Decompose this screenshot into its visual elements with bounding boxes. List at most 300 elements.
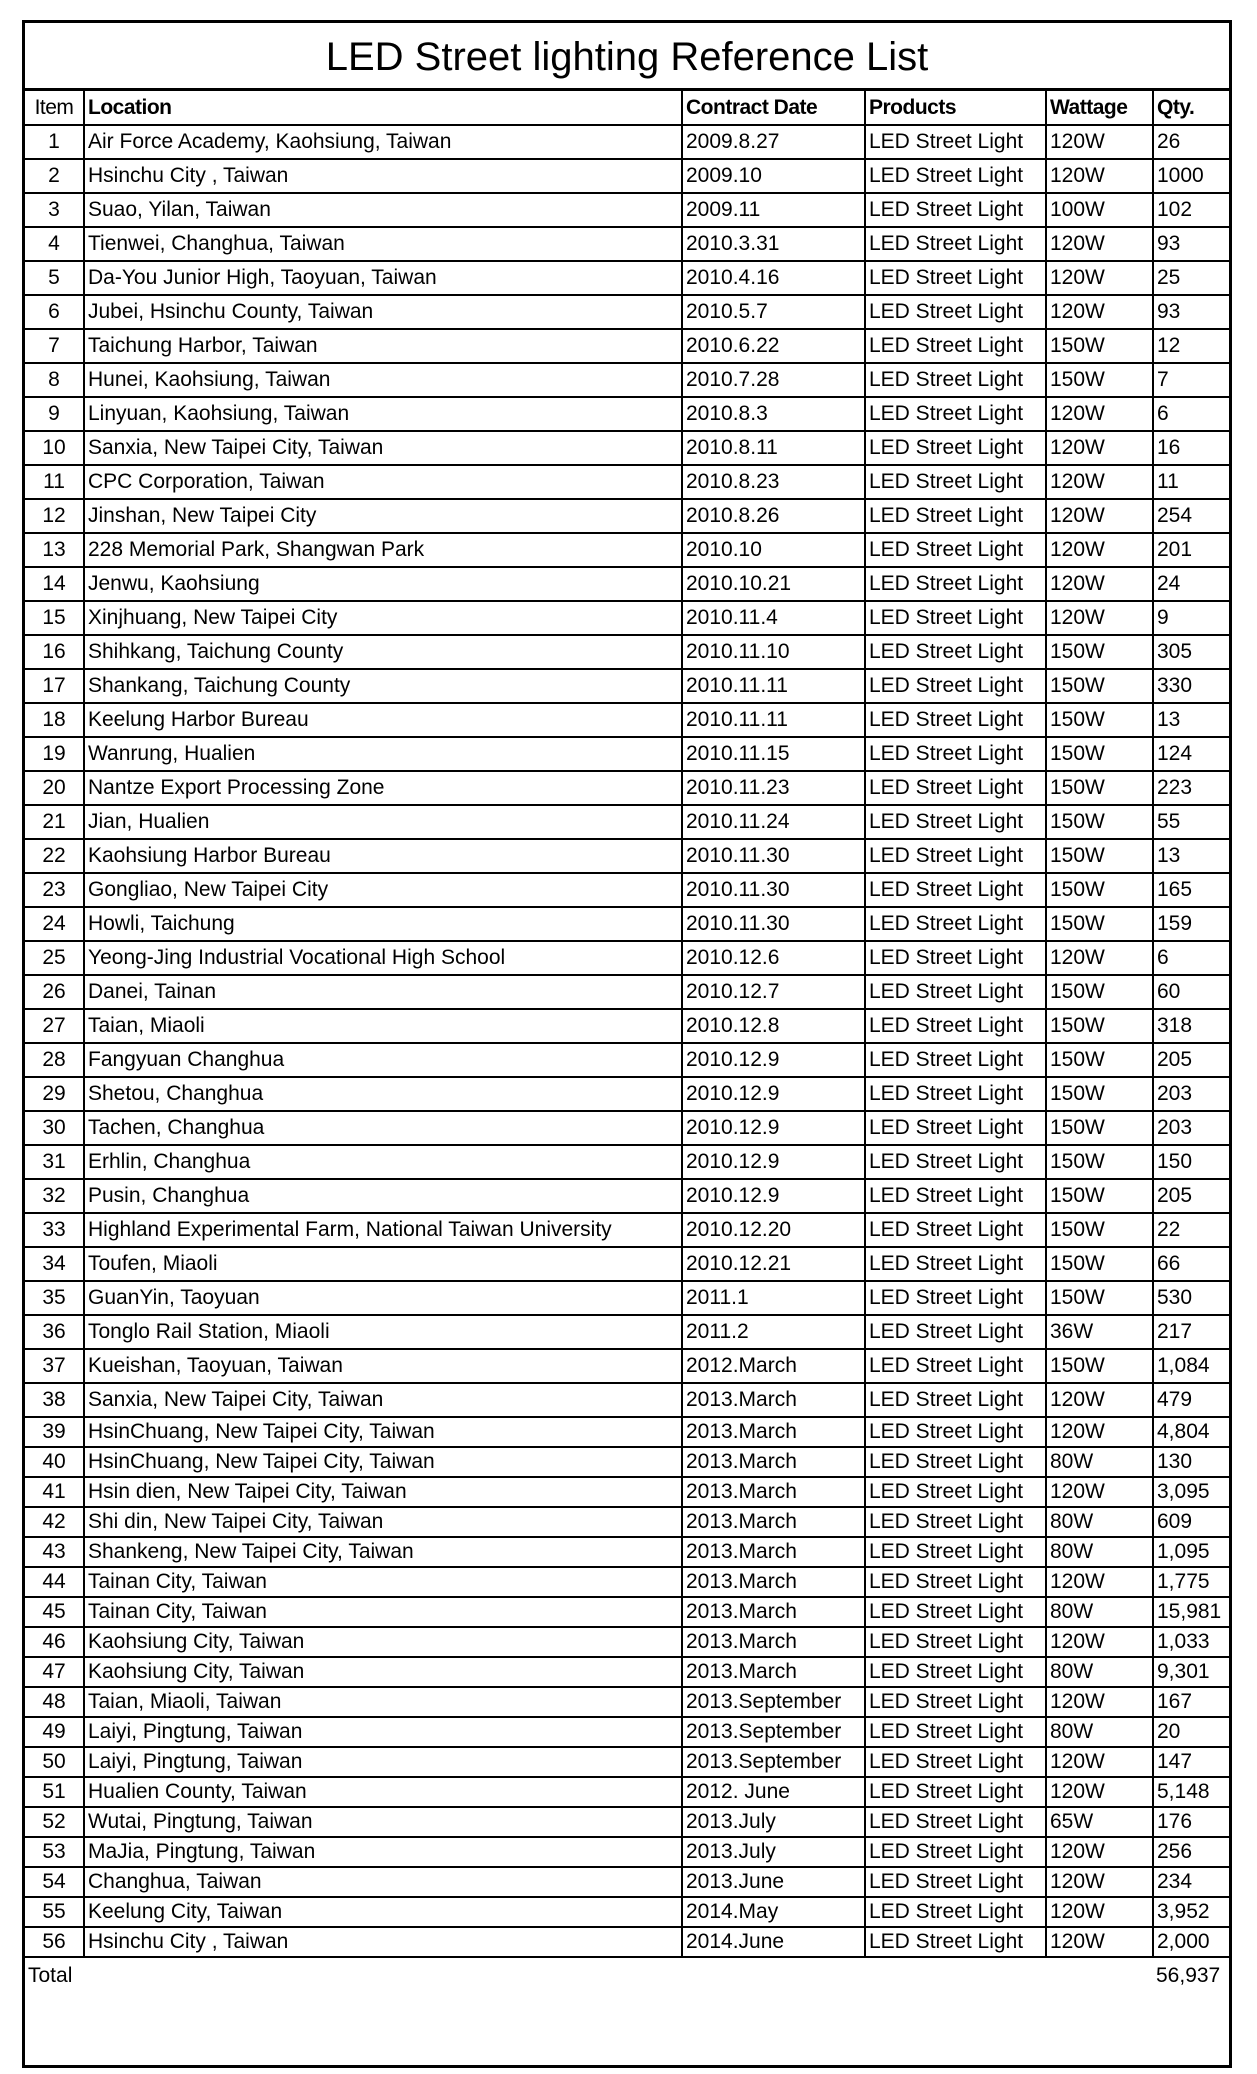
cell-product: LED Street Light (865, 431, 1046, 465)
table-row (25, 1009, 1229, 1043)
table-row (25, 1867, 1229, 1897)
cell-contract-date: 2010.11.30 (682, 907, 865, 941)
cell-item: 22 (25, 839, 84, 873)
cell-product: LED Street Light (865, 703, 1046, 737)
cell-location: Jenwu, Kaohsiung (84, 567, 682, 601)
cell-item: 52 (25, 1807, 84, 1837)
cell-product: LED Street Light (865, 873, 1046, 907)
cell-location: Da-You Junior High, Taoyuan, Taiwan (84, 261, 682, 295)
cell-item: 5 (25, 261, 84, 295)
cell-contract-date: 2010.8.3 (682, 397, 865, 431)
cell-item: 4 (25, 227, 84, 261)
header-products: Products (865, 91, 1046, 125)
cell-wattage: 150W (1046, 1145, 1153, 1179)
cell-contract-date: 2010.12.21 (682, 1247, 865, 1281)
cell-item: 51 (25, 1777, 84, 1807)
table-row (25, 1657, 1229, 1687)
table-row (25, 261, 1229, 295)
table-row (25, 703, 1229, 737)
cell-qty: 609 (1153, 1507, 1229, 1537)
cell-item: 7 (25, 329, 84, 363)
cell-qty: 234 (1153, 1867, 1229, 1897)
cell-location: Jubei, Hsinchu County, Taiwan (84, 295, 682, 329)
cell-location: Highland Experimental Farm, National Taiwan University (84, 1213, 682, 1247)
cell-product: LED Street Light (865, 1807, 1046, 1837)
cell-product: LED Street Light (865, 363, 1046, 397)
cell-qty: 1,033 (1153, 1627, 1229, 1657)
cell-qty: 26 (1153, 125, 1229, 159)
cell-item: 10 (25, 431, 84, 465)
cell-contract-date: 2010.11.30 (682, 873, 865, 907)
cell-wattage: 150W (1046, 1349, 1153, 1383)
cell-contract-date: 2010.12.9 (682, 1111, 865, 1145)
cell-item: 20 (25, 771, 84, 805)
cell-wattage: 150W (1046, 771, 1153, 805)
cell-location: Tachen, Changhua (84, 1111, 682, 1145)
cell-contract-date: 2013.March (682, 1417, 865, 1447)
cell-item: 24 (25, 907, 84, 941)
cell-location: GuanYin, Taoyuan (84, 1281, 682, 1315)
total-label: Total (25, 1957, 1153, 1994)
cell-item: 41 (25, 1477, 84, 1507)
cell-wattage: 120W (1046, 431, 1153, 465)
cell-location: Tonglo Rail Station, Miaoli (84, 1315, 682, 1349)
cell-qty: 24 (1153, 567, 1229, 601)
cell-item: 12 (25, 499, 84, 533)
cell-wattage: 120W (1046, 1417, 1153, 1447)
cell-item: 9 (25, 397, 84, 431)
cell-location: Air Force Academy, Kaohsiung, Taiwan (84, 125, 682, 159)
cell-product: LED Street Light (865, 533, 1046, 567)
cell-item: 6 (25, 295, 84, 329)
header-location: Location (84, 91, 682, 125)
cell-item: 3 (25, 193, 84, 227)
cell-qty: 147 (1153, 1747, 1229, 1777)
table-row (25, 737, 1229, 771)
cell-qty: 66 (1153, 1247, 1229, 1281)
cell-location: Toufen, Miaoli (84, 1247, 682, 1281)
table-row (25, 1281, 1229, 1315)
cell-location: Sanxia, New Taipei City, Taiwan (84, 431, 682, 465)
cell-product: LED Street Light (865, 1927, 1046, 1957)
cell-location: Tainan City, Taiwan (84, 1597, 682, 1627)
cell-product: LED Street Light (865, 1077, 1046, 1111)
cell-wattage: 150W (1046, 1111, 1153, 1145)
cell-product: LED Street Light (865, 601, 1046, 635)
cell-qty: 20 (1153, 1717, 1229, 1747)
cell-wattage: 150W (1046, 1281, 1153, 1315)
cell-qty: 1,775 (1153, 1567, 1229, 1597)
cell-item: 8 (25, 363, 84, 397)
cell-contract-date: 2013.June (682, 1867, 865, 1897)
cell-location: Jinshan, New Taipei City (84, 499, 682, 533)
cell-wattage: 120W (1046, 1777, 1153, 1807)
table-row (25, 805, 1229, 839)
table-row (25, 363, 1229, 397)
table-row (25, 1111, 1229, 1145)
cell-wattage: 150W (1046, 805, 1153, 839)
cell-contract-date: 2013.March (682, 1477, 865, 1507)
cell-qty: 5,148 (1153, 1777, 1229, 1807)
cell-wattage: 150W (1046, 703, 1153, 737)
cell-item: 44 (25, 1567, 84, 1597)
cell-wattage: 120W (1046, 397, 1153, 431)
cell-location: Kaohsiung Harbor Bureau (84, 839, 682, 873)
cell-wattage: 80W (1046, 1537, 1153, 1567)
cell-contract-date: 2009.10 (682, 159, 865, 193)
cell-contract-date: 2012. June (682, 1777, 865, 1807)
cell-product: LED Street Light (865, 1281, 1046, 1315)
cell-item: 27 (25, 1009, 84, 1043)
cell-product: LED Street Light (865, 1349, 1046, 1383)
cell-location: Shihkang, Taichung County (84, 635, 682, 669)
cell-item: 21 (25, 805, 84, 839)
cell-item: 30 (25, 1111, 84, 1145)
cell-product: LED Street Light (865, 159, 1046, 193)
cell-contract-date: 2010.10.21 (682, 567, 865, 601)
cell-location: Wutai, Pingtung, Taiwan (84, 1807, 682, 1837)
cell-location: Kaohsiung City, Taiwan (84, 1657, 682, 1687)
cell-wattage: 120W (1046, 533, 1153, 567)
cell-contract-date: 2009.11 (682, 193, 865, 227)
cell-contract-date: 2010.8.23 (682, 465, 865, 499)
table-row (25, 465, 1229, 499)
cell-item: 42 (25, 1507, 84, 1537)
cell-qty: 6 (1153, 941, 1229, 975)
cell-product: LED Street Light (865, 1111, 1046, 1145)
cell-item: 56 (25, 1927, 84, 1957)
cell-item: 43 (25, 1537, 84, 1567)
cell-qty: 165 (1153, 873, 1229, 907)
header-qty: Qty. (1153, 91, 1229, 125)
header-wattage: Wattage (1046, 91, 1153, 125)
cell-contract-date: 2010.12.9 (682, 1145, 865, 1179)
table-row (25, 907, 1229, 941)
cell-item: 40 (25, 1447, 84, 1477)
table-body (25, 125, 1229, 1957)
cell-wattage: 150W (1046, 737, 1153, 771)
cell-location: Kaohsiung City, Taiwan (84, 1627, 682, 1657)
cell-wattage: 150W (1046, 363, 1153, 397)
cell-contract-date: 2013.March (682, 1447, 865, 1477)
cell-contract-date: 2010.11.10 (682, 635, 865, 669)
header-contract-date: Contract Date (682, 91, 865, 125)
cell-product: LED Street Light (865, 1567, 1046, 1597)
cell-wattage: 120W (1046, 1747, 1153, 1777)
cell-qty: 102 (1153, 193, 1229, 227)
cell-wattage: 80W (1046, 1597, 1153, 1627)
cell-item: 25 (25, 941, 84, 975)
cell-item: 46 (25, 1627, 84, 1657)
cell-wattage: 120W (1046, 601, 1153, 635)
cell-product: LED Street Light (865, 635, 1046, 669)
cell-contract-date: 2010.11.23 (682, 771, 865, 805)
cell-qty: 93 (1153, 295, 1229, 329)
cell-contract-date: 2010.12.7 (682, 975, 865, 1009)
cell-location: Howli, Taichung (84, 907, 682, 941)
cell-product: LED Street Light (865, 499, 1046, 533)
cell-wattage: 150W (1046, 669, 1153, 703)
cell-item: 50 (25, 1747, 84, 1777)
cell-contract-date: 2013.March (682, 1597, 865, 1627)
cell-product: LED Street Light (865, 1627, 1046, 1657)
cell-location: Laiyi, Pingtung, Taiwan (84, 1747, 682, 1777)
cell-product: LED Street Light (865, 1213, 1046, 1247)
table-row (25, 1537, 1229, 1567)
cell-qty: 25 (1153, 261, 1229, 295)
cell-item: 48 (25, 1687, 84, 1717)
cell-product: LED Street Light (865, 1315, 1046, 1349)
cell-qty: 167 (1153, 1687, 1229, 1717)
table-row (25, 329, 1229, 363)
cell-contract-date: 2013.September (682, 1717, 865, 1747)
cell-item: 55 (25, 1897, 84, 1927)
cell-wattage: 80W (1046, 1717, 1153, 1747)
page-title: LED Street lighting Reference List (25, 23, 1229, 91)
cell-qty: 130 (1153, 1447, 1229, 1477)
cell-location: Laiyi, Pingtung, Taiwan (84, 1717, 682, 1747)
cell-product: LED Street Light (865, 1507, 1046, 1537)
cell-item: 16 (25, 635, 84, 669)
cell-qty: 9 (1153, 601, 1229, 635)
cell-product: LED Street Light (865, 329, 1046, 363)
table-row (25, 1687, 1229, 1717)
cell-item: 36 (25, 1315, 84, 1349)
cell-contract-date: 2013.March (682, 1627, 865, 1657)
cell-location: Shi din, New Taipei City, Taiwan (84, 1507, 682, 1537)
cell-wattage: 150W (1046, 1213, 1153, 1247)
cell-contract-date: 2010.11.4 (682, 601, 865, 635)
cell-wattage: 120W (1046, 1897, 1153, 1927)
cell-wattage: 150W (1046, 1077, 1153, 1111)
cell-wattage: 80W (1046, 1507, 1153, 1537)
cell-contract-date: 2013.March (682, 1383, 865, 1417)
cell-wattage: 120W (1046, 1867, 1153, 1897)
cell-item: 47 (25, 1657, 84, 1687)
cell-product: LED Street Light (865, 805, 1046, 839)
cell-contract-date: 2010.12.20 (682, 1213, 865, 1247)
cell-contract-date: 2010.3.31 (682, 227, 865, 261)
cell-contract-date: 2013.March (682, 1537, 865, 1567)
cell-location: Shankeng, New Taipei City, Taiwan (84, 1537, 682, 1567)
cell-product: LED Street Light (865, 1657, 1046, 1687)
reference-list-sheet (22, 20, 1232, 2068)
cell-qty: 203 (1153, 1111, 1229, 1145)
cell-product: LED Street Light (865, 1687, 1046, 1717)
cell-item: 49 (25, 1717, 84, 1747)
table-row (25, 1927, 1229, 1957)
cell-product: LED Street Light (865, 1837, 1046, 1867)
cell-item: 32 (25, 1179, 84, 1213)
cell-item: 23 (25, 873, 84, 907)
cell-qty: 256 (1153, 1837, 1229, 1867)
cell-location: Xinjhuang, New Taipei City (84, 601, 682, 635)
cell-qty: 205 (1153, 1179, 1229, 1213)
cell-contract-date: 2013.March (682, 1507, 865, 1537)
cell-wattage: 150W (1046, 1179, 1153, 1213)
cell-location: Danei, Tainan (84, 975, 682, 1009)
cell-contract-date: 2013.September (682, 1687, 865, 1717)
table-row (25, 159, 1229, 193)
table-row (25, 1717, 1229, 1747)
cell-contract-date: 2014.May (682, 1897, 865, 1927)
cell-qty: 22 (1153, 1213, 1229, 1247)
cell-qty: 11 (1153, 465, 1229, 499)
cell-product: LED Street Light (865, 1747, 1046, 1777)
cell-contract-date: 2010.12.6 (682, 941, 865, 975)
cell-wattage: 120W (1046, 1927, 1153, 1957)
cell-product: LED Street Light (865, 1897, 1046, 1927)
cell-qty: 2,000 (1153, 1927, 1229, 1957)
cell-wattage: 36W (1046, 1315, 1153, 1349)
cell-contract-date: 2010.12.8 (682, 1009, 865, 1043)
table-row (25, 1597, 1229, 1627)
cell-location: Changhua, Taiwan (84, 1867, 682, 1897)
cell-location: Hunei, Kaohsiung, Taiwan (84, 363, 682, 397)
table-row (25, 771, 1229, 805)
cell-wattage: 150W (1046, 635, 1153, 669)
cell-item: 2 (25, 159, 84, 193)
cell-qty: 305 (1153, 635, 1229, 669)
header-item: Item (25, 91, 84, 125)
cell-wattage: 120W (1046, 295, 1153, 329)
cell-item: 45 (25, 1597, 84, 1627)
cell-wattage: 120W (1046, 125, 1153, 159)
cell-location: 228 Memorial Park, Shangwan Park (84, 533, 682, 567)
cell-location: Shankang, Taichung County (84, 669, 682, 703)
table-row (25, 601, 1229, 635)
table-row (25, 1179, 1229, 1213)
table-row (25, 1417, 1229, 1447)
cell-item: 26 (25, 975, 84, 1009)
cell-wattage: 100W (1046, 193, 1153, 227)
table-row (25, 975, 1229, 1009)
cell-product: LED Street Light (865, 737, 1046, 771)
cell-qty: 159 (1153, 907, 1229, 941)
table-row (25, 397, 1229, 431)
table-row (25, 1043, 1229, 1077)
cell-location: Fangyuan Changhua (84, 1043, 682, 1077)
cell-item: 19 (25, 737, 84, 771)
cell-contract-date: 2013.July (682, 1837, 865, 1867)
cell-product: LED Street Light (865, 1247, 1046, 1281)
cell-location: Tainan City, Taiwan (84, 1567, 682, 1597)
cell-contract-date: 2011.1 (682, 1281, 865, 1315)
cell-item: 54 (25, 1867, 84, 1897)
cell-product: LED Street Light (865, 771, 1046, 805)
cell-qty: 13 (1153, 703, 1229, 737)
table-row (25, 227, 1229, 261)
cell-contract-date: 2010.7.28 (682, 363, 865, 397)
table-row (25, 839, 1229, 873)
cell-location: CPC Corporation, Taiwan (84, 465, 682, 499)
cell-location: Jian, Hualien (84, 805, 682, 839)
cell-wattage: 120W (1046, 1383, 1153, 1417)
cell-location: HsinChuang, New Taipei City, Taiwan (84, 1447, 682, 1477)
cell-item: 14 (25, 567, 84, 601)
cell-qty: 55 (1153, 805, 1229, 839)
cell-wattage: 150W (1046, 1043, 1153, 1077)
cell-contract-date: 2010.10 (682, 533, 865, 567)
cell-location: Linyuan, Kaohsiung, Taiwan (84, 397, 682, 431)
table-header-row (25, 91, 1229, 125)
cell-location: Pusin, Changhua (84, 1179, 682, 1213)
cell-location: HsinChuang, New Taipei City, Taiwan (84, 1417, 682, 1447)
cell-qty: 124 (1153, 737, 1229, 771)
cell-qty: 223 (1153, 771, 1229, 805)
cell-location: Yeong-Jing Industrial Vocational High School (84, 941, 682, 975)
cell-contract-date: 2014.June (682, 1927, 865, 1957)
table-row (25, 1077, 1229, 1111)
table-row (25, 431, 1229, 465)
cell-qty: 6 (1153, 397, 1229, 431)
cell-contract-date: 2010.11.11 (682, 703, 865, 737)
cell-wattage: 65W (1046, 1807, 1153, 1837)
cell-wattage: 150W (1046, 975, 1153, 1009)
table-row (25, 1247, 1229, 1281)
cell-product: LED Street Light (865, 1417, 1046, 1447)
cell-qty: 3,095 (1153, 1477, 1229, 1507)
cell-wattage: 80W (1046, 1447, 1153, 1477)
table-row (25, 941, 1229, 975)
cell-location: Keelung City, Taiwan (84, 1897, 682, 1927)
cell-location: Hsinchu City , Taiwan (84, 159, 682, 193)
cell-contract-date: 2010.11.15 (682, 737, 865, 771)
cell-item: 15 (25, 601, 84, 635)
cell-product: LED Street Light (865, 295, 1046, 329)
table-row (25, 1837, 1229, 1867)
table-row (25, 1213, 1229, 1247)
cell-qty: 1000 (1153, 159, 1229, 193)
cell-qty: 15,981 (1153, 1597, 1229, 1627)
cell-qty: 93 (1153, 227, 1229, 261)
cell-item: 11 (25, 465, 84, 499)
cell-wattage: 120W (1046, 159, 1153, 193)
cell-item: 17 (25, 669, 84, 703)
table-row (25, 1383, 1229, 1417)
cell-qty: 217 (1153, 1315, 1229, 1349)
cell-contract-date: 2012.March (682, 1349, 865, 1383)
cell-contract-date: 2013.March (682, 1567, 865, 1597)
cell-location: Taichung Harbor, Taiwan (84, 329, 682, 363)
cell-location: Taian, Miaoli (84, 1009, 682, 1043)
table-row (25, 567, 1229, 601)
cell-product: LED Street Light (865, 1717, 1046, 1747)
table-row (25, 1315, 1229, 1349)
cell-contract-date: 2013.July (682, 1807, 865, 1837)
cell-wattage: 120W (1046, 1687, 1153, 1717)
cell-product: LED Street Light (865, 261, 1046, 295)
cell-location: Shetou, Changhua (84, 1077, 682, 1111)
cell-wattage: 80W (1046, 1657, 1153, 1687)
table-row (25, 499, 1229, 533)
cell-location: Hsinchu City , Taiwan (84, 1927, 682, 1957)
cell-location: Sanxia, New Taipei City, Taiwan (84, 1383, 682, 1417)
cell-qty: 4,804 (1153, 1417, 1229, 1447)
cell-qty: 254 (1153, 499, 1229, 533)
cell-location: MaJia, Pingtung, Taiwan (84, 1837, 682, 1867)
cell-wattage: 150W (1046, 839, 1153, 873)
cell-product: LED Street Light (865, 465, 1046, 499)
cell-item: 37 (25, 1349, 84, 1383)
cell-qty: 3,952 (1153, 1897, 1229, 1927)
cell-item: 18 (25, 703, 84, 737)
cell-wattage: 120W (1046, 1477, 1153, 1507)
total-row (25, 1957, 1229, 1994)
cell-contract-date: 2010.12.9 (682, 1179, 865, 1213)
cell-product: LED Street Light (865, 1777, 1046, 1807)
table-row (25, 669, 1229, 703)
